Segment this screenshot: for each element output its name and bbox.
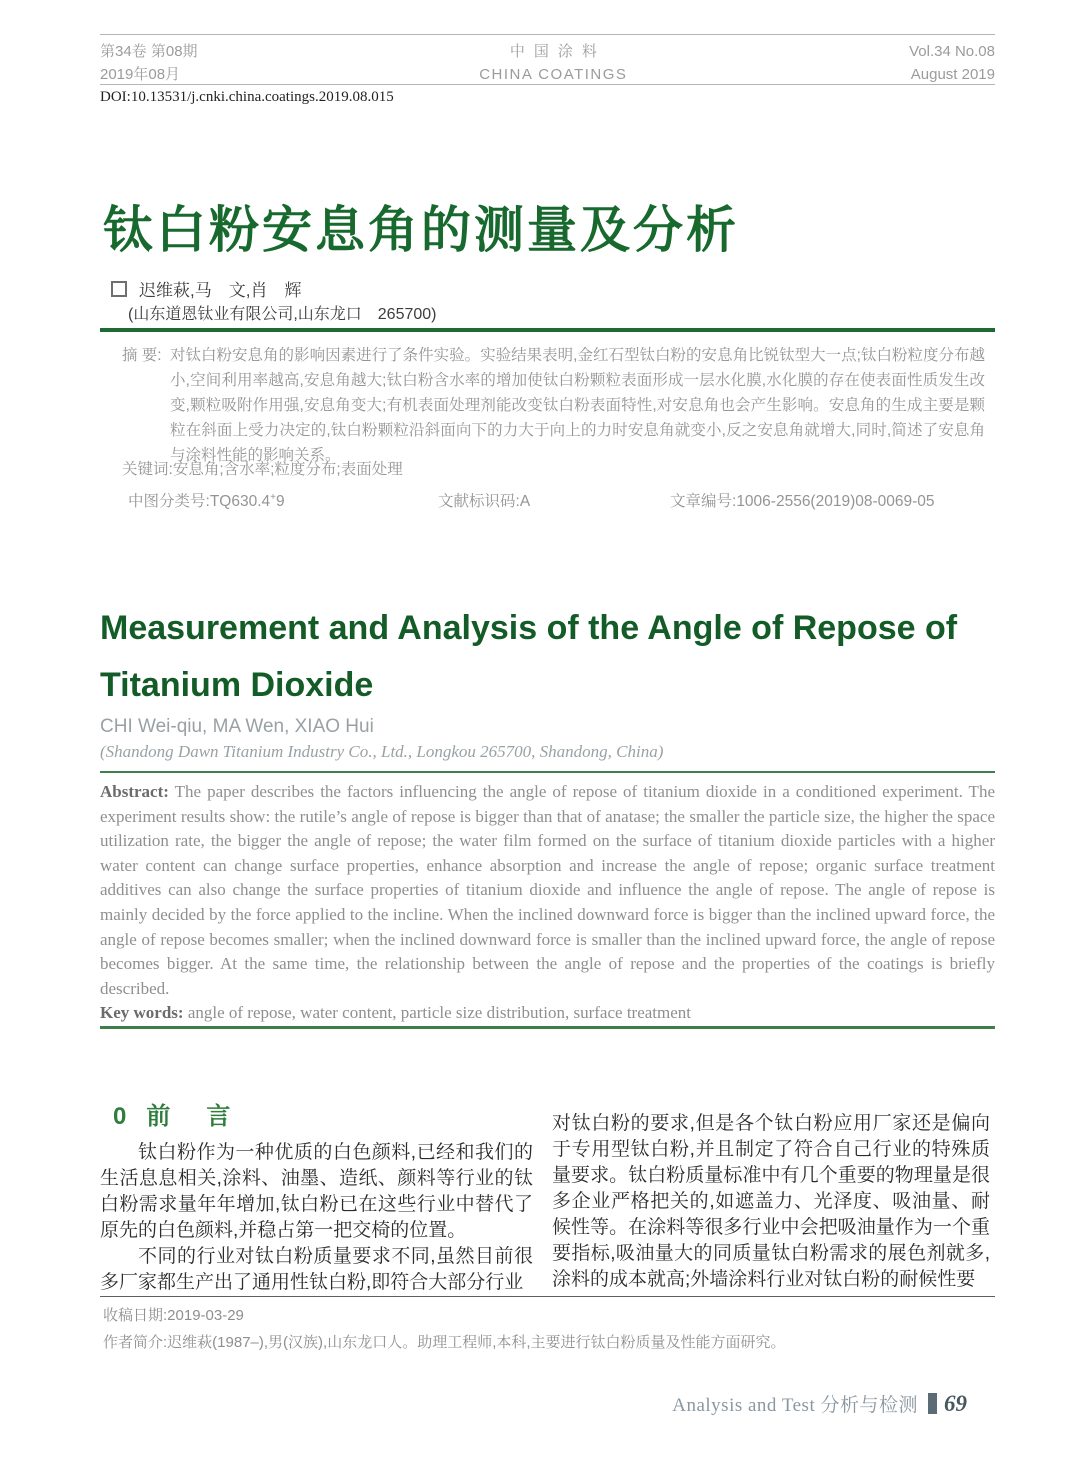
header-rule [100, 84, 995, 85]
header-right [909, 40, 995, 86]
abstract-text-cn: 对钛白粉安息角的影响因素进行了条件实验。实验结果表明,金红石型钛白粉的安息角比锐钛型大一点;钛白粉粒度分布越小,空间利用率越高,安息角越大;钛白粉含水率的增加使钛白粉颗粒表面形成一层水化膜,水化膜的存在使表面性质发生改变,颗粒吸附作用强,安息角变大;有机表面处理剂能改变钛白粉表面特性,对安息角也会产生影响。安息角的生成主要是颗粒在斜面上受力决定的,钛白粉颗粒沿斜面向下的力大于向上的力时安息角就变小,反之安息角就增大,同时,简述了安息角与涂料性能的影响关系。 [170, 347, 985, 464]
top-rule [100, 34, 995, 35]
section-title: 前 言 [146, 1103, 237, 1130]
authors-row-cn [111, 276, 301, 301]
date-cn: 2019年08月 [100, 66, 181, 83]
abstract-cn [122, 343, 985, 468]
author-bio-line: 作者简介:迟维萩(1987–),男(汉族),山东龙口人。助理工程师,本科,主要进行钛白粉质量及性能方面研究。 [103, 1334, 786, 1351]
abstract-label-cn: 摘 要: [122, 347, 162, 364]
journal-title-cn: 中国涂料 [509, 43, 606, 60]
header-center [198, 40, 910, 86]
footer-section-label: Analysis and Test 分析与检测 [672, 1395, 918, 1416]
body-column-right [552, 1111, 990, 1293]
clc-number: 中图分类号:TQ630.4+9 [128, 491, 285, 510]
section-heading [113, 1096, 236, 1131]
volume-issue-en: Vol.34 No.08 [909, 43, 995, 60]
journal-header [100, 40, 995, 86]
page-number: 69 [944, 1390, 967, 1416]
body-column-left [100, 1140, 533, 1296]
keywords-row-cn [122, 458, 403, 482]
received-date-line: 收稿日期:2019-03-29 [103, 1307, 244, 1324]
authors-cn: 迟维萩,马 文,肖 辉 [139, 281, 302, 300]
keywords-text-en: angle of repose, water content, particle size distribution, surface treatment [187, 1003, 692, 1023]
page-footer [672, 1390, 967, 1417]
document-code: 文献标识码:A [438, 493, 531, 510]
abstract-paragraph-en [100, 780, 995, 1001]
article-id: 文章编号:1006-2556(2019)08-0069-05 [670, 493, 935, 510]
volume-issue-cn: 第34卷 第08期 [100, 43, 198, 60]
doi: DOI:10.13531/j.cnki.china.coatings.2019.08.015 [100, 89, 394, 105]
body-paragraph: 对钛白粉的要求,但是各个钛白粉应用厂家还是偏向于专用型钛白粉,并且制定了符合自己行业的特殊质量要求。钛白粉质量标准中有几个重要的物理量是很多企业严格把关的,如遮盖力、光泽度、吸油量、耐候性等。在涂料等很多行业中会把吸油量作为一个重要指标,吸油量大的同质量钛白粉需求的展色剂就多,涂料的成本就高;外墙涂料行业对钛白粉的耐候性要 [552, 1113, 990, 1290]
author-marker-square-icon [111, 281, 127, 297]
affiliation-cn: (山东道恩钛业有限公司,山东龙口 265700) [128, 306, 437, 323]
green-divider-thin-bottom [100, 1026, 995, 1029]
abstract-text-en: The paper describes the factors influencing the angle of repose of titanium dioxide in a conditioned experiment. The experiment results show: the rutile’s angle of repose is bigger than that of anatase; the smaller the particle size, the higher the space utilization rate, the bigger the angle of repose; the water film formed on the surface of titanium dioxide particles with a higher water content can change surface properties, enhance absorption and increase the angle of repose; organic surface treatment additives can also change the surface properties of titanium dioxide and influence the angle of repose. The angle of repose is mainly decided by the force applied to the incline. When the inclined downward force is bigger than the inclined upward force, the angle of repose becomes smaller; when the inclined downward force is smaller than the inclined upward force, the angle of repose becomes bigger. At the same time, the relationship between the angle of repose and the properties of the coatings is briefly described. [100, 782, 995, 998]
keywords-label-cn: 关键词: [122, 461, 173, 478]
header-left [100, 40, 198, 86]
abstract-label-en: Abstract: [100, 782, 169, 801]
journal-title-en: CHINA COATINGS [479, 66, 628, 83]
article-title-cn: 钛白粉安息角的测量及分析 [103, 202, 739, 258]
page-number-bar-icon [928, 1393, 937, 1414]
green-divider-thin-top [100, 771, 995, 773]
green-divider-thick [100, 328, 995, 332]
keywords-label-en: Key words: [100, 1003, 184, 1023]
article-title-en: Measurement and Analysis of the Angle of Repose of Titanium Dioxide [100, 609, 958, 704]
section-number: 0 [113, 1103, 127, 1130]
abstract-en [100, 780, 995, 1026]
classification-row [100, 489, 995, 511]
footnote [103, 1302, 786, 1356]
body-paragraph: 钛白粉作为一种优质的白色颜料,已经和我们的生活息息相关,涂料、油墨、造纸、颜料等行业的钛白粉需求量年年增加,钛白粉已在这些行业中替代了原先的白色颜料,并稳占第一把交椅的位置。 [100, 1142, 533, 1241]
body-paragraph: 不同的行业对钛白粉质量要求不同,虽然目前很多厂家都生产出了通用性钛白粉,即符合大部分行业 [100, 1246, 533, 1293]
date-en: August 2019 [910, 66, 995, 83]
footnote-divider [100, 1296, 995, 1297]
authors-en: CHI Wei-qiu, MA Wen, XIAO Hui [100, 716, 374, 737]
affiliation-en: (Shandong Dawn Titanium Industry Co., Ltd., Longkou 265700, Shandong, China) [100, 742, 664, 761]
keywords-row-en [100, 1001, 995, 1026]
keywords-text-cn: 安息角;含水率;粒度分布;表面处理 [172, 461, 403, 478]
